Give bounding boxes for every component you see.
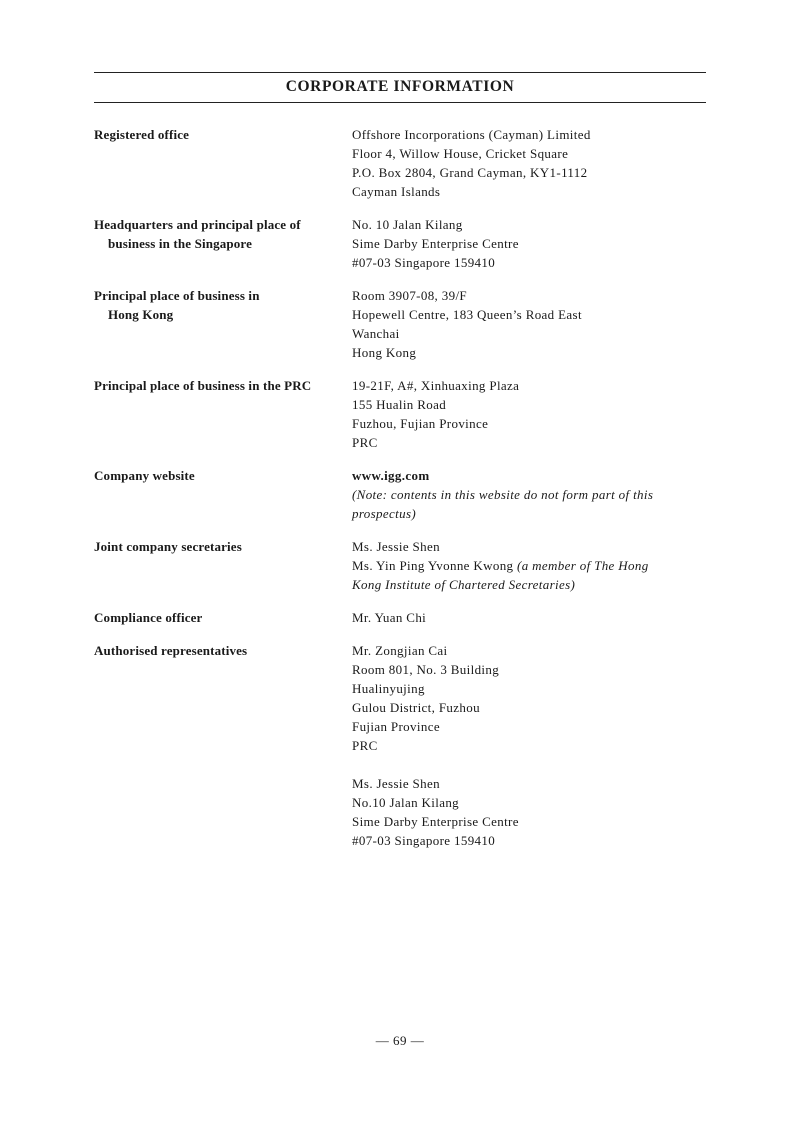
website-link[interactable]: www.igg.com — [352, 468, 430, 483]
website-note: prospectus) — [352, 506, 417, 521]
entry-label: Joint company secretaries — [94, 539, 242, 554]
secretary-note: Kong Institute of Chartered Secretaries) — [352, 577, 576, 592]
entry-value: Mr. Yuan Chi — [352, 610, 427, 625]
entry-headquarters — [94, 215, 706, 272]
entry-value: No. 10 Jalan Kilang Sime Darby Enterprise Centre #07-03 Singapore 159410 — [352, 217, 519, 270]
secretary-note: (a member of The Hong — [517, 558, 649, 573]
entry-company-website — [94, 466, 706, 523]
entry-value: 19-21F, A#, Xinhuaxing Plaza 155 Hualin Road Fuzhou, Fujian Province PRC — [352, 378, 520, 450]
entry-value — [352, 466, 706, 523]
entry-value: Mr. Zongjian Cai Room 801, No. 3 Building Hualinyujing Gulou District, Fuzhou Fujian Province PRC Ms. Jessie Shen No.10 Jalan Kilang Sime Darby Enterprise Centre #07-03 Singapore 159410 — [352, 643, 519, 848]
entry-registered-office — [94, 125, 706, 201]
entry-label: Principal place of business in Hong Kong — [94, 288, 260, 322]
page-number: — 69 — — [375, 1033, 425, 1048]
entry-value: Offshore Incorporations (Cayman) Limited Floor 4, Willow House, Cricket Square P.O. Box 2804, Grand Cayman, KY1-1112 Cayman Islands — [352, 127, 591, 199]
entry-joint-company-secretaries — [94, 537, 706, 594]
bottom-rule — [94, 102, 706, 103]
entry-label: Principal place of business in the PRC — [94, 378, 312, 393]
entry-compliance-officer — [94, 608, 706, 627]
entry-value: Room 3907-08, 39/F Hopewell Centre, 183 Queen’s Road East Wanchai Hong Kong — [352, 288, 582, 360]
entry-value: Ms. Jessie Shen Ms. Yin Ping Yvonne Kwong (a member of The Hong Kong Institute of Chartered Secretaries) — [352, 537, 706, 594]
entry-label: Headquarters and principal place of business in the Singapore — [94, 217, 301, 251]
entry-label: Registered office — [94, 127, 190, 142]
secretary-name: Ms. Yin Ping Yvonne Kwong — [352, 558, 518, 573]
entry-prc-office — [94, 376, 706, 452]
info-entries — [94, 125, 706, 864]
website-note: (Note: contents in this website do not form part of this — [352, 487, 654, 502]
entry-label: Compliance officer — [94, 610, 203, 625]
top-rule — [94, 72, 706, 73]
entry-authorised-representatives — [94, 641, 706, 850]
page-title: CORPORATE INFORMATION — [285, 78, 515, 95]
entry-label: Authorised representatives — [94, 643, 248, 658]
entry-hong-kong-office — [94, 286, 706, 362]
entry-label: Company website — [94, 468, 195, 483]
